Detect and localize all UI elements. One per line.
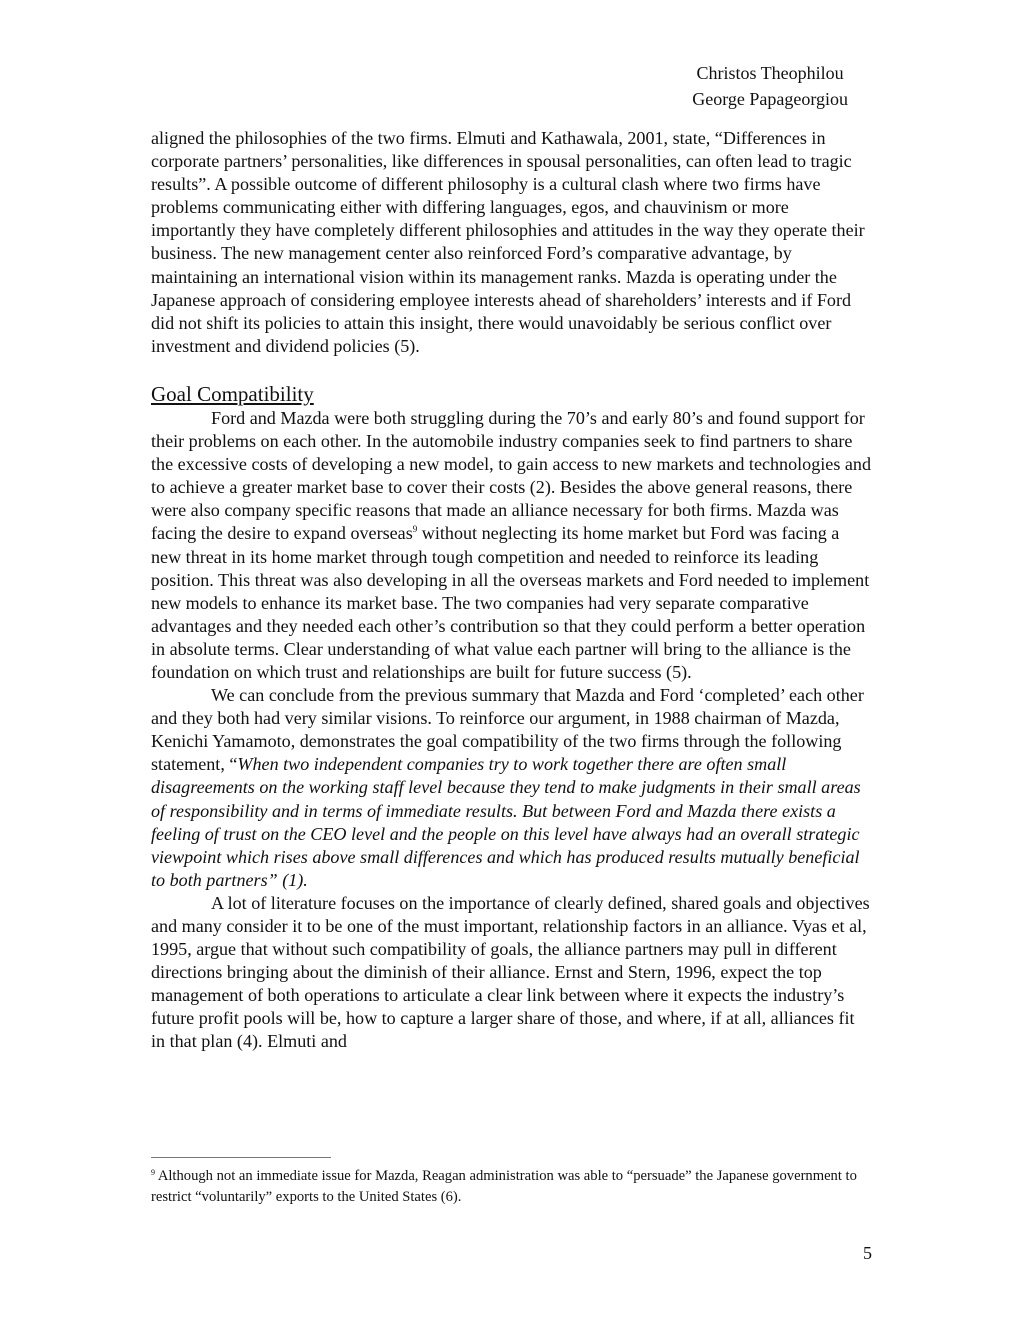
footnote-text: Although not an immediate issue for Mazda, Reagan administration was able to “persuade” the Japanese government to restrict “voluntarily” exports to the United States (6). xyxy=(151,1168,857,1205)
page-number: 5 xyxy=(863,1243,872,1263)
header-author-2: George Papageorgiou xyxy=(692,89,848,109)
body-text xyxy=(151,127,873,1054)
paragraph-2 xyxy=(151,407,873,684)
paragraph-3 xyxy=(151,684,873,892)
paragraph-1: aligned the philosophies of the two firms. Elmuti and Kathawala, 2001, state, “Differences in corporate partners’ personalities, like differences in spousal personalities, can often lead to tragic results”. A possible outcome of different philosophy is a cultural clash where two firms have problems communicating either with differing languages, egos, and chauvinism or more importantly they have completely different philosophies and attitudes in the way they operate their business. The new management center also reinforced Ford’s comparative advantage, by maintaining an international vision within its management ranks. Mazda is operating under the Japanese approach of considering employee interests ahead of shareholders’ interests and if Ford did not shift its policies to attain this insight, there would unavoidably be serious conflict over investment and dividend policies (5). xyxy=(151,128,865,356)
section-heading: Goal Compatibility xyxy=(151,381,314,406)
header-author-1: Christos Theophilou xyxy=(696,63,844,83)
paragraph-2-part-b: without neglecting its home market but Ford was facing a new threat in its home market through tough competition and needed to reinforce its leading position. This threat was also developing in all the overseas markets and Ford needed to implement new models to enhance its market base. The two companies had very separate comparative advantages and they needed each other’s contribution so that they could perform a better operation in absolute terms. Clear understanding of what value each partner will bring to the alliance is the foundation on which trust and relationships are built for future success (5). xyxy=(151,523,870,682)
yamamoto-quote: When two independent companies try to work together there are often small disagreements on the working staff level because they tend to make judgments in their small areas of responsibility and in terms of immediate results. But between Ford and Mazda there exists a feeling of trust on the CEO level and the people on this level have always had an overall strategic viewpoint which rises above small differences and which has produced results mutually beneficial to both partners” (1). xyxy=(151,754,861,890)
paragraph-2-part-a: Ford and Mazda were both struggling during the 70’s and early 80’s and found support for their problems on each other. In the automobile industry companies seek to find partners to share the excessive costs of developing a new model, to gain access to new markets and technologies and to achieve a greater market base to cover their costs (2). Besides the above general reasons, there were also company specific reasons that made an alliance necessary for both firms. Mazda was facing the desire to expand overseas xyxy=(151,407,872,544)
paragraph-4: A lot of literature focuses on the importance of clearly defined, shared goals and objectives and many consider it to be one of the must important, relationship factors in an alliance. Vyas et al, 1995, argue that without such compatibility of goals, the alliance partners may pull in different directions bringing about the diminish of their alliance. Ernst and Stern, 1996, expect the top management of both operations to articulate a clear link between where it expects the industry’s future profit pools will be, how to capture a larger share of those, and where, if at all, alliances fit in that plan (4). Elmuti and xyxy=(151,892,870,1052)
footnote xyxy=(151,1166,873,1208)
footnote-separator xyxy=(151,1157,331,1158)
paragraph-3-intro: We can conclude from the previous summary that Mazda and Ford ‘completed’ each other and they both had very similar visions. To reinforce our argument, in 1988 chairman of Mazda, Kenichi Yamamoto, demonstrates the goal compatibility of the two firms through the following statement, “ xyxy=(151,685,864,775)
running-header xyxy=(692,60,848,112)
footnote-marker: 9 xyxy=(151,1168,155,1177)
footnote-reference[interactable]: 9 xyxy=(412,524,418,535)
